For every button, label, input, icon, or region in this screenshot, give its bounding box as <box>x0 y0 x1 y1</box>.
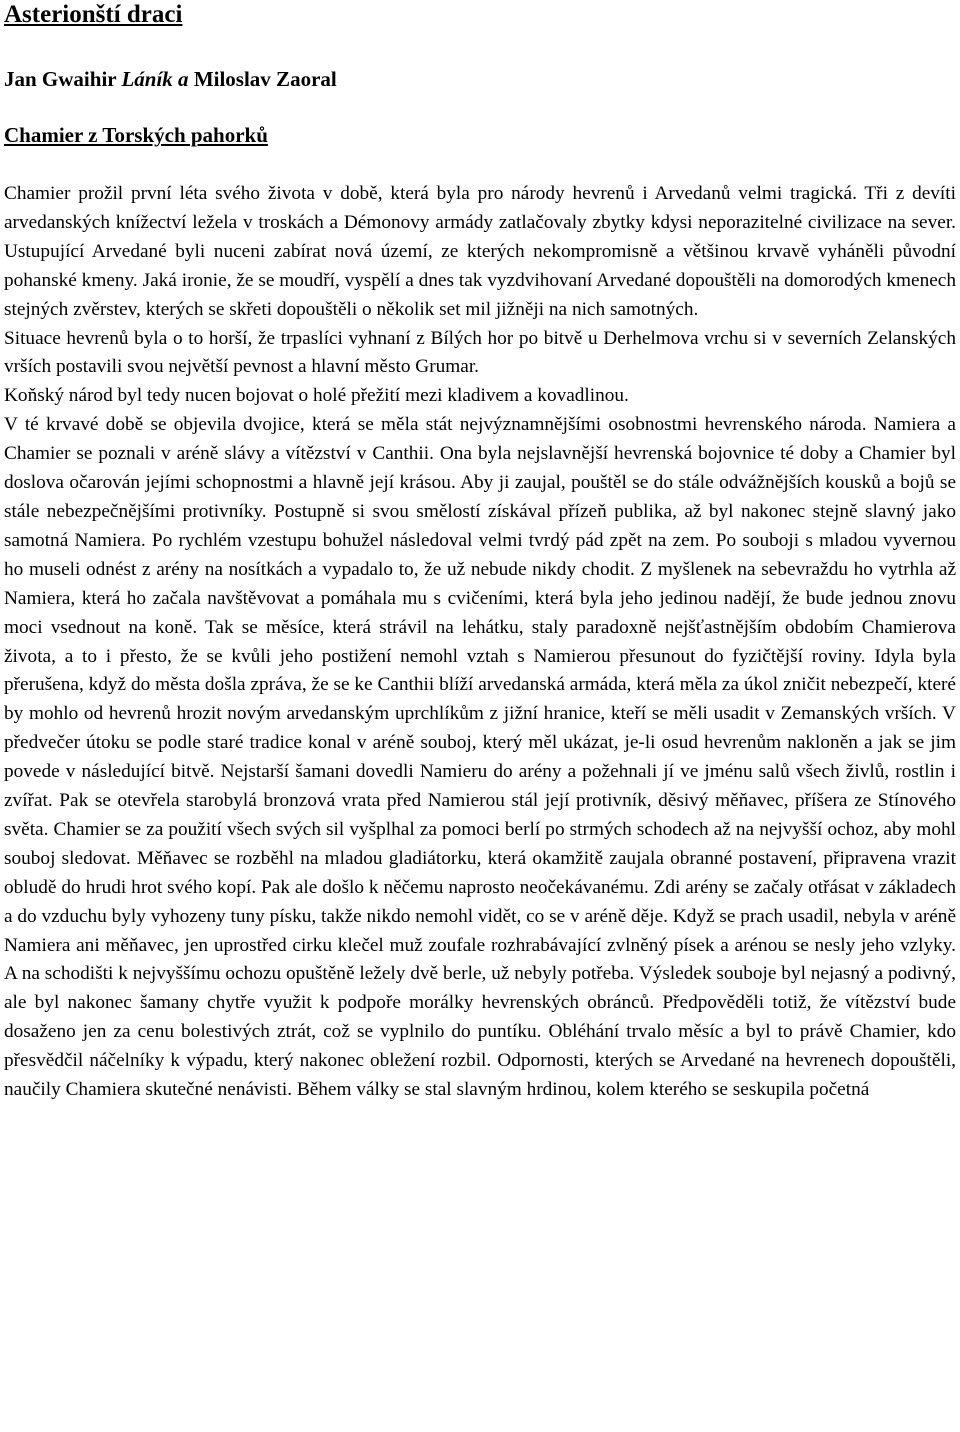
document-page <box>4 0 956 1105</box>
author-surname-italic: Láník a <box>121 67 189 91</box>
body-text <box>4 180 956 1105</box>
document-authors <box>4 66 956 92</box>
section-title: Chamier z Torských pahorků <box>4 123 268 147</box>
paragraph: Chamier prožil první léta svého života v době, která byla pro národy hevrenů i Arvedanů velmi tragická. Tři z devíti arvedanských knížectví ležela v troskách a Démonovy armády zatlačovaly zbytky kdysi neporazitelné civilizace na sever. Ustupující Arvedané byli nuceni zabírat nová území, ze kterých nekompromisně a většinou krvavě vyháněli původní pohanské kmeny. Jaká ironie, že se moudří, vyspělí a dnes tak vyzdvihovaní Arvedané dopouštěli na domorodých kmenech stejných zvěrstev, kterých se skřeti dopouštěli o několik set mil jižněji na nich samotných. <box>4 183 956 320</box>
document-title: Asterionští draci <box>4 1 183 28</box>
paragraph: V té krvavé době se objevila dvojice, která se měla stát nejvýznamnějšími osobnostmi hevrenského národa. Namiera a Chamier se poznali v aréně slávy a vítězství v Canthii. Ona byla nejslavnější hevrenská bojovnice té doby a Chamier byl doslova očarován jejími schopnostmi a hlavně její krásou. Aby ji zaujal, pouštěl se do stále odvážnějších kousků a bojů se stále nebezpečnějšími protivníky. Postupně si svou smělostí získával přízeň publika, až byl nakonec stejně slavný jako samotná Namiera. Po rychlém vzestupu bohužel následoval velmi tvrdý pád zpět na zem. Po souboji s mladou vyvernou ho museli odnést z arény na nosítkách a vypadalo to, že už nebude nikdy chodit. Z myšlenek na sebevraždu ho vytrhla až Namiera, která ho začala navštěvovat a pomáhala mu s cvičeními, která byla jeho jedinou nadějí, že bude jednou znovu moci vsednout na koně. Tak se měsíce, která strávil na lehátku, staly paradoxně nejšťastnějším obdobím Chamierova života, a to i přesto, že se kvůli jeho postižení nemohl vztah s Namierou přesunout do fyzičtější roviny. Idyla byla přerušena, když do města došla zpráva, že se ke Canthii blíží arvedanská armáda, která měla za úkol zničit nebezpečí, které by mohlo od hevrenů hrozit novým arvedanským uprchlíkům z jižní hranice, kteří se měli usadit v Zemanských vrších. V předvečer útoku se podle staré tradice konal v aréně souboj, který měl ukázat, je-li osud hevrenům nakloněn a jak se jim povede v následující bitvě. Nejstarší šamani dovedli Namieru do arény a požehnali jí ve jménu salů všech živlů, rostlin i zvířat. Pak se otevřela starobylá bronzová vrata před Namierou stál její protivník, děsivý měňavec, příšera ze Stínového světa. Chamier se za použití všech svých sil vyšplhal za pomoci berlí po strmých schodech až na nejvyšší ochoz, aby mohl souboj sledovat. Měňavec se rozběhl na mladou gladiátorku, která okamžitě zaujala obranné postavení, připravena vrazit obludě do hrudi hrot svého kopí. Pak ale došlo k něčemu naprosto neočekávanému. Zdi arény se začaly otřásat v základech a do vzduchu byly vyhozeny tuny písku, takže nikdo nemohl vidět, co se v aréně děje. Když se prach usadil, nebyla v aréně Namiera ani měňavec, jen uprostřed cirku klečel muž zoufale rozhrabávající zvlněný písek a arénou se nesly jeho vzlyky. A na schodišti k nejvyššímu ochozu opuštěně ležely dvě berle, už nebyly potřeba. Výsledek souboje byl nejasný a podivný, ale byl nakonec šamany chytře využit k podpoře morálky hevrenských obránců. Předpověděli totiž, že vítězství bude dosaženo jen za cenu bolestivých ztrát, což se vyplnilo do puntíku. Obléhání trvalo měsíc a byl to právě Chamier, kdo přesvědčil náčelníky k výpadu, který nakonec obležení rozbil. Odpornosti, kterých se Arvedané na hevrenech dopouštěli, naučily Chamiera skutečné nenávisti. Během války se stal slavným hrdinou, kolem kterého se seskupila početná <box>4 414 956 1101</box>
author-secondary: Miloslav Zaoral <box>188 67 337 91</box>
paragraph: Koňský národ byl tedy nucen bojovat o holé přežití mezi kladivem a kovadlinou. <box>4 385 629 407</box>
paragraph: Situace hevrenů byla o to horší, že trpaslíci vyhnaní z Bílých hor po bitvě u Derhelmova vrchu si v severních Zelanských vrších postavili svou největší pevnost a hlavní město Grumar. <box>4 327 956 378</box>
author-primary: Jan Gwaihir <box>4 67 122 91</box>
